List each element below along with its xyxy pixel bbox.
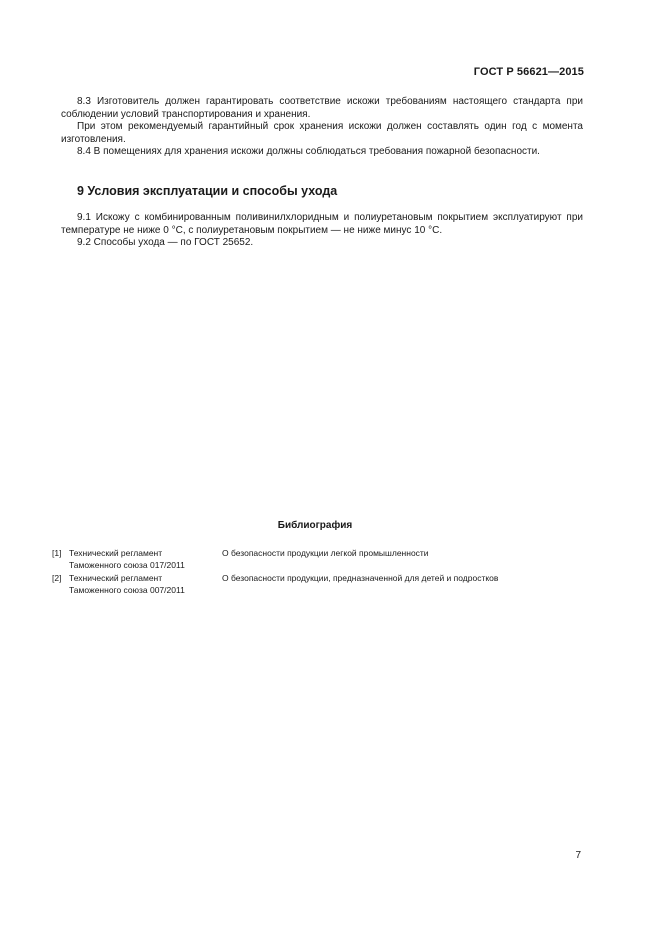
paragraph-9-1: 9.1 Искожу с комбинированным поливинилхлоридным и полиуретановым покрытием эксплуатируют при температуре не ниже 0 °C, с полиуретановым покрытием — не ниже минус 10 °C.: [61, 212, 583, 236]
paragraph-8-3-warranty: При этом рекомендуемый гарантийный срок хранения искожи должен составлять один год с момента изготовления.: [61, 121, 583, 145]
section-8-text: [61, 96, 583, 159]
paragraph-8-3: 8.3 Изготовитель должен гарантировать соответствие искожи требованиям настоящего стандарта при соблюдении условий транспортирования и хранения.: [61, 96, 583, 120]
bibliography-entry-source: [69, 547, 219, 571]
bibliography-title: Библиография: [277, 520, 353, 531]
bibliography-entry-description: О безопасности продукции легкой промышленности: [222, 548, 429, 558]
section-9-text: [61, 212, 583, 250]
bibliography-source-line: Технический регламент: [69, 573, 163, 583]
bibliography-entry-number: [2]: [52, 573, 62, 583]
section-9-title: 9 Условия эксплуатации и способы ухода: [77, 184, 338, 198]
bibliography-source-line: Таможенного союза 007/2011: [69, 585, 185, 595]
bibliography-source-line: Таможенного союза 017/2011: [69, 560, 185, 570]
document-code: ГОСТ Р 56621—2015: [473, 66, 584, 78]
paragraph-9-2: 9.2 Способы ухода — по ГОСТ 25652.: [77, 237, 254, 248]
bibliography-entry-number: [1]: [52, 548, 62, 558]
page-number: 7: [575, 850, 581, 861]
bibliography-source-line: Технический регламент: [69, 548, 163, 558]
paragraph-8-4: 8.4 В помещениях для хранения искожи должны соблюдаться требования пожарной безопасности.: [77, 146, 540, 157]
bibliography-entry-description: О безопасности продукции, предназначенной для детей и подростков: [222, 573, 499, 583]
bibliography-entry-source: [69, 572, 219, 596]
